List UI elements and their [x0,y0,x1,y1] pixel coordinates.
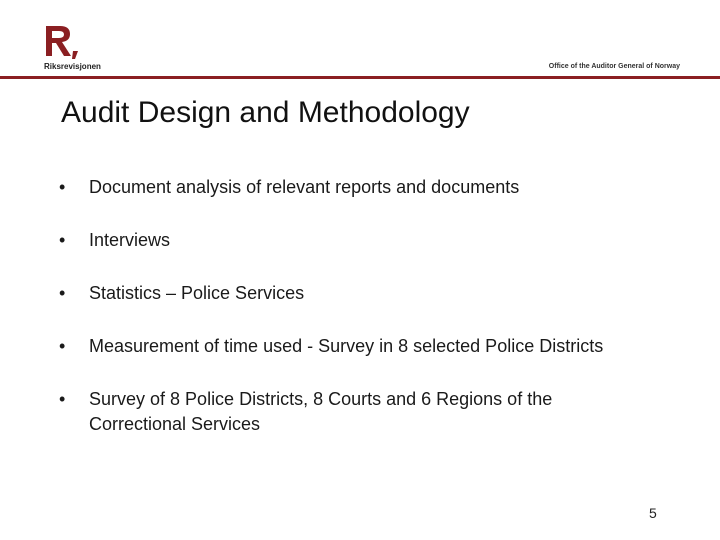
brand-name: Riksrevisjonen [44,62,101,71]
bullet-icon: • [59,283,66,303]
office-name: Office of the Auditor General of Norway [548,63,680,70]
bullet-list [59,175,639,465]
bullet-icon: • [59,230,66,250]
bullet-icon: • [59,389,66,409]
bullet-item [59,387,639,437]
bullet-item [59,228,639,253]
bullet-item [59,334,639,359]
bullet-text: Document analysis of relevant reports and documents [89,177,520,197]
bullet-text: Interviews [89,230,171,250]
page-number: 5 [649,505,657,521]
slide-title: Audit Design and Methodology [61,96,470,129]
bullet-item [59,175,639,200]
bullet-item [59,281,639,306]
bullet-text: Statistics – Police Services [89,283,305,303]
header-divider [0,76,720,79]
bullet-icon: • [59,336,66,356]
bullet-icon: • [59,177,66,197]
riksrevisjonen-logo-mark [44,24,84,60]
bullet-text: Measurement of time used - Survey in 8 selected Police Districts [89,336,604,356]
bullet-text: Survey of 8 Police Districts, 8 Courts and 6 Regions of the Correctional Services [89,389,553,434]
